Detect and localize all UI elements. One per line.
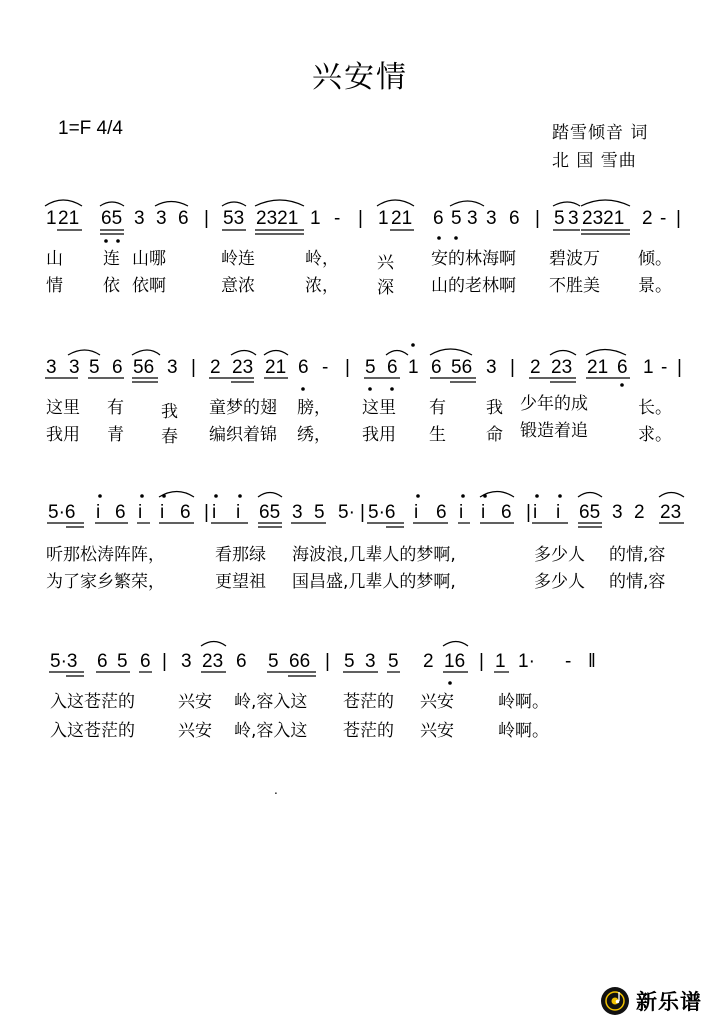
note: 23 — [232, 357, 254, 378]
lyric: 深 — [377, 278, 394, 298]
lyric: 长。 — [638, 398, 672, 418]
note: 6 — [433, 208, 444, 229]
note: 65 — [579, 502, 601, 523]
lyric: 苍茫的 — [343, 692, 394, 712]
lyricist-credit: 踏雪倾音 词 — [552, 123, 649, 143]
lyric: 岭啊。 — [498, 692, 549, 712]
lyric: 山的老林啊 — [431, 276, 516, 296]
note: 5·3 — [50, 651, 78, 672]
lyric: 岭,容入这 — [234, 721, 308, 741]
note: 3 — [292, 502, 303, 523]
barline: | — [676, 208, 681, 229]
lyric: 求。 — [638, 425, 672, 445]
note: 3 — [181, 651, 192, 672]
note: 6 — [236, 651, 247, 672]
lyric: 有 — [107, 398, 124, 418]
note: 1 — [46, 208, 57, 229]
note: 1 — [643, 357, 654, 378]
note: 6 — [178, 208, 189, 229]
lyric: 苍茫的 — [343, 721, 394, 741]
note: 5 — [554, 208, 565, 229]
note: 3 — [46, 357, 57, 378]
lyric: 多少人 — [534, 545, 585, 565]
note: 2321 — [256, 208, 299, 229]
note: i — [533, 502, 538, 523]
lyric: 碧波万 — [549, 249, 600, 269]
note: 6 — [509, 208, 520, 229]
barline: | — [162, 651, 167, 672]
note: 6 — [298, 357, 309, 378]
site-logo[interactable] — [600, 986, 702, 1016]
note: 6 — [115, 502, 126, 523]
note: 1· — [518, 651, 535, 672]
note: 6 — [501, 502, 512, 523]
stray-dot: . — [274, 783, 278, 797]
note: 56 — [133, 357, 155, 378]
slur-arcs — [45, 200, 630, 206]
note: 6 — [180, 502, 191, 523]
octave-dots — [448, 681, 452, 685]
note: 21 — [265, 357, 287, 378]
lyric: 兴安 — [420, 721, 454, 741]
barline: | — [325, 651, 330, 672]
note: 3 — [365, 651, 376, 672]
lyric: 岭啊。 — [498, 721, 549, 741]
lyric: 连 — [103, 249, 120, 269]
note: 6 — [140, 651, 151, 672]
lyric: 兴 — [377, 253, 394, 273]
note: 3 — [156, 208, 167, 229]
lyric: 兴安 — [178, 721, 212, 741]
barline: | — [526, 502, 531, 523]
note: 23 — [551, 357, 573, 378]
note: 3 — [568, 208, 579, 229]
lyric: 听那松涛阵阵， — [46, 545, 165, 565]
slur-arcs — [159, 492, 684, 498]
note: i — [414, 502, 419, 523]
note: 2 — [634, 502, 645, 523]
note: i — [96, 502, 101, 523]
lyric: 入这苍茫的 — [50, 721, 135, 741]
barline: | — [535, 208, 540, 229]
lyric: 的情,容 — [609, 545, 666, 565]
lyric: 这里 — [362, 398, 396, 418]
lyric: 青 — [107, 425, 124, 445]
slur-arcs — [201, 642, 468, 647]
lyric: 命 — [486, 425, 503, 445]
composer-credit: 北 国 雪曲 — [552, 151, 637, 171]
score-system-2 — [45, 343, 682, 447]
lyric: 不胜美 — [549, 276, 600, 296]
lyric: 倾。 — [638, 249, 672, 269]
lyric: 安的林海啊 — [431, 249, 516, 269]
note: 5· — [338, 502, 355, 523]
note: 6 — [436, 502, 447, 523]
note: 3 — [69, 357, 80, 378]
lyric: 膀， — [297, 398, 331, 418]
lyric: 岭,容入这 — [234, 692, 308, 712]
note: 2 — [642, 208, 653, 229]
lyric: 情 — [46, 276, 63, 296]
lyric: 生 — [429, 425, 446, 445]
note: i — [459, 502, 464, 523]
octave-dots — [104, 236, 458, 243]
underlines — [45, 378, 630, 382]
note: 65 — [259, 502, 281, 523]
dash: - — [660, 208, 667, 229]
lyric: 景。 — [638, 276, 672, 296]
note: 5 — [344, 651, 355, 672]
lyric: 海波浪,几辈人的梦啊, — [292, 545, 456, 565]
music-disc-icon — [600, 986, 630, 1016]
note: 5 — [117, 651, 128, 672]
note: 3 — [486, 357, 497, 378]
lyric: 依啊 — [132, 276, 166, 296]
song-title: 兴安情 — [312, 60, 408, 95]
octave-dots — [98, 494, 562, 498]
note: 56 — [451, 357, 473, 378]
note: 1 — [310, 208, 321, 229]
note: 3 — [486, 208, 497, 229]
key-signature: 1=F 4/4 — [58, 118, 123, 139]
note: 3 — [134, 208, 145, 229]
note: 5 — [388, 651, 399, 672]
note: i — [236, 502, 241, 523]
lyric: 少年的成 — [520, 394, 588, 414]
lyric: 兴安 — [420, 692, 454, 712]
note: 3 — [467, 208, 478, 229]
note: 21 — [58, 208, 80, 229]
barline: | — [479, 651, 484, 672]
note: 5 — [451, 208, 462, 229]
barline: | — [345, 357, 350, 378]
lyric: 的情,容 — [609, 572, 666, 592]
barline: | — [191, 357, 196, 378]
barline: | — [510, 357, 515, 378]
underlines — [47, 523, 684, 527]
lyric: 有 — [429, 398, 446, 418]
note: 16 — [444, 651, 466, 672]
lyric: 春 — [161, 427, 178, 447]
note: i — [160, 502, 165, 523]
lyric: 入这苍茫的 — [50, 692, 135, 712]
lyric: 编织着锦 — [209, 425, 277, 445]
final-barline: ‖ — [588, 651, 596, 672]
note: 2 — [210, 357, 221, 378]
lyric: 我 — [161, 402, 178, 422]
note: 23 — [660, 502, 682, 523]
note: i — [212, 502, 217, 523]
lyric: 山 — [46, 249, 63, 269]
note: 1 — [378, 208, 389, 229]
note: 1 — [408, 357, 419, 378]
note: 65 — [101, 208, 123, 229]
dash: - — [661, 357, 668, 378]
note: i — [556, 502, 561, 523]
underlines — [49, 672, 509, 676]
note: 5 — [89, 357, 100, 378]
score-system-1 — [45, 200, 681, 298]
lyric: 我 — [486, 398, 503, 418]
dash: - — [322, 357, 329, 378]
barline: | — [204, 502, 209, 523]
note: 1 — [495, 651, 506, 672]
note: 2 — [423, 651, 434, 672]
note: 3 — [612, 502, 623, 523]
note: 5·6 — [48, 502, 76, 523]
lyric: 兴安 — [178, 692, 212, 712]
lyric: 依 — [103, 276, 120, 296]
note: 66 — [289, 651, 311, 672]
note: 6 — [387, 357, 398, 378]
lyric: 童梦的翅 — [209, 398, 277, 418]
dash: - — [334, 208, 341, 229]
note: i — [481, 502, 486, 523]
score-system-3 — [46, 492, 684, 593]
lyric: 我用 — [362, 425, 396, 445]
lyric: 看那绿 — [215, 545, 266, 565]
lyric: 这里 — [46, 398, 80, 418]
note: 6 — [112, 357, 123, 378]
lyric: 更望祖 — [215, 572, 266, 592]
note: 2321 — [582, 208, 625, 229]
lyric: 绣， — [297, 425, 331, 445]
note: i — [138, 502, 143, 523]
note: 21 — [391, 208, 413, 229]
dash: - — [565, 651, 572, 672]
barline: | — [677, 357, 682, 378]
note: 5 — [314, 502, 325, 523]
note: 5 — [365, 357, 376, 378]
score-system-4 — [49, 642, 596, 742]
logo-text: 新乐谱 — [636, 990, 702, 1014]
slur-arcs — [68, 349, 626, 355]
lyric: 为了家乡繁荣， — [46, 572, 165, 592]
note: 23 — [202, 651, 224, 672]
note: 3 — [167, 357, 178, 378]
lyric: 岭， — [305, 249, 339, 269]
lyric: 岭连 — [221, 249, 255, 269]
note: 6 — [431, 357, 442, 378]
note: 53 — [223, 208, 245, 229]
barline: | — [358, 208, 363, 229]
lyric: 我用 — [46, 425, 80, 445]
note: 2 — [530, 357, 541, 378]
lyric: 锻造着追 — [520, 421, 588, 441]
lyric: 国昌盛,几辈人的梦啊, — [292, 572, 456, 592]
note: 5 — [268, 651, 279, 672]
note: 21 — [587, 357, 609, 378]
lyric: 意浓 — [221, 276, 255, 296]
note: 6 — [617, 357, 628, 378]
lyric: 多少人 — [534, 572, 585, 592]
lyric: 浓， — [305, 276, 339, 296]
note: 5·6 — [368, 502, 396, 523]
underlines — [57, 230, 630, 234]
barline: | — [204, 208, 209, 229]
note: 6 — [97, 651, 108, 672]
barline: | — [360, 502, 365, 523]
lyric: 山哪 — [132, 249, 166, 269]
